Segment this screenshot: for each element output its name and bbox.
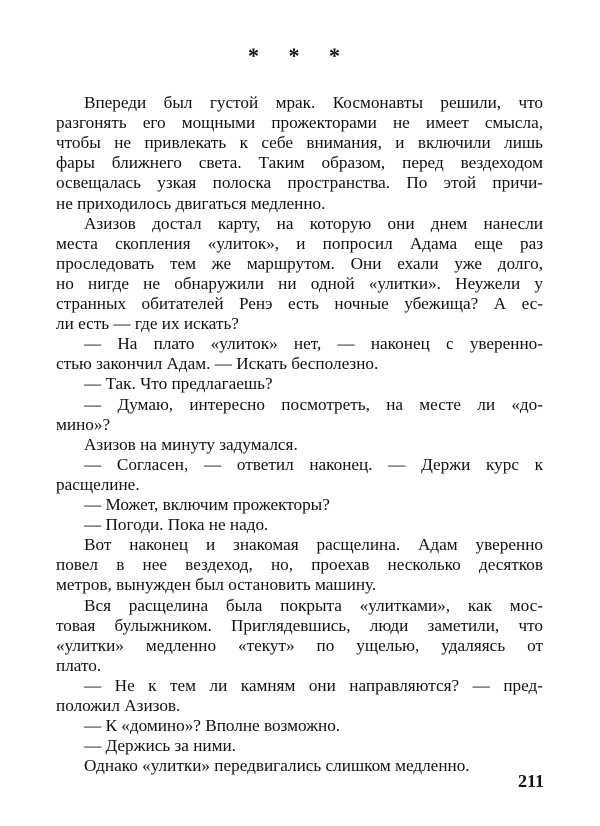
text-line: разгонять его мощными прожекторами не имеет смысла, <box>56 113 543 133</box>
text-line: — Не к тем ли камням они направляются? — пред- <box>84 675 543 695</box>
text-line: товая булыжником. Приглядевшись, люди заметили, что <box>56 615 543 635</box>
text-line: — Держись за ними. <box>84 736 236 756</box>
text-line: фары ближнего света. Таким образом, перед вездеходом <box>56 153 543 173</box>
text-line: мино»? <box>56 414 111 434</box>
text-line: проследовать тем же маршрутом. Они ехали уже долго, <box>56 253 543 273</box>
text-line: Вот наконец и знакомая расщелина. Адам уверенно <box>84 535 543 555</box>
text-line: «улитки» медленно «текут» по ущелью, удаляясь от <box>56 635 543 655</box>
text-line: ли есть — где их искать? <box>56 314 239 334</box>
text-line: — Думаю, интересно посмотреть, на месте ли «до- <box>84 394 543 414</box>
text-line: — Погоди. Пока не надо. <box>84 515 269 535</box>
text-line: стью закончил Адам. — Искать бесполезно. <box>56 354 379 374</box>
text-line: — Согласен, — ответил наконец. — Держи курс к <box>84 454 543 474</box>
text-line: — Может, включим прожекторы? <box>84 495 330 514</box>
text-line: но нигде не обнаружили ни одной «улитки». Неужели у <box>56 273 543 293</box>
text-line: плато. <box>56 655 102 675</box>
text-line: Однако «улитки» передвигались слишком медленно. <box>84 756 470 776</box>
text-line: — На плато «улиток» нет, — наконец с уверенно- <box>84 334 543 354</box>
text-line: — К «домино»? Вполне возможно. <box>84 716 341 736</box>
text-line: — Так. Что предлагаешь? <box>84 374 273 394</box>
text-line: места скопления «улиток», и попросил Адама еще раз <box>56 233 543 253</box>
text-line: освещалась узкая полоска пространства. По этой причи- <box>56 173 543 193</box>
page-number: 211 <box>517 771 544 791</box>
text-line: не приходилось двигаться медленно. <box>56 193 326 213</box>
text-line: чтобы не привлекать к себе внимания, и включили лишь <box>56 133 543 153</box>
text-line: расщелине. <box>56 474 140 494</box>
text-line: Азизов достал карту, на которую они днем нанесли <box>84 213 543 233</box>
text-line: положил Азизов. <box>56 696 181 715</box>
text-line: повел в нее вездеход, но, проехав несколько десятков <box>56 555 543 575</box>
text-line: Вся расщелина была покрыта «улитками», как мос- <box>84 595 543 615</box>
text-line: метров, вынужден был остановить машину. <box>56 575 377 595</box>
text-line: странных обитателей Ренэ есть ночные убежища? А ес- <box>56 294 543 313</box>
text-line: Впереди был густой мрак. Космонавты решили, что <box>84 93 543 112</box>
section-separator: * * * <box>248 43 352 68</box>
text-line: Азизов на минуту задумался. <box>84 434 298 454</box>
